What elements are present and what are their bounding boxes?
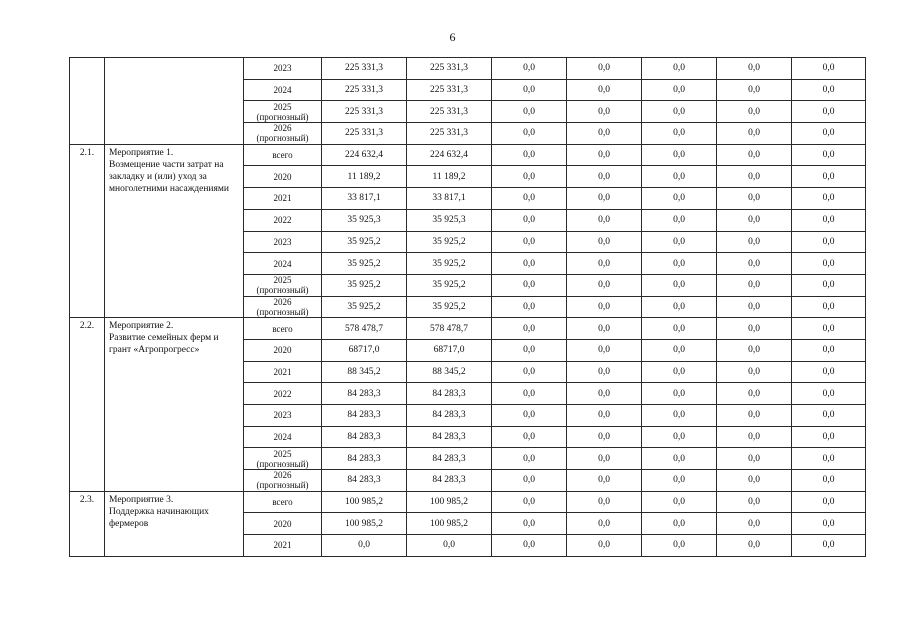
value-cell: 225 331,3 — [407, 123, 492, 145]
value-cell: 0,0 — [492, 405, 567, 427]
year-cell: всего — [244, 144, 322, 166]
value-cell: 0,0 — [567, 491, 642, 513]
value-cell: 0,0 — [567, 296, 642, 318]
value-cell: 0,0 — [492, 188, 567, 210]
value-cell: 0,0 — [567, 188, 642, 210]
value-cell: 84 283,3 — [407, 405, 492, 427]
value-cell: 84 283,3 — [407, 470, 492, 492]
value-cell: 0,0 — [792, 383, 866, 405]
value-cell: 0,0 — [792, 296, 866, 318]
value-cell: 0,0 — [717, 513, 792, 535]
value-cell: 0,0 — [642, 513, 717, 535]
value-cell: 84 283,3 — [322, 383, 407, 405]
value-cell: 0,0 — [792, 144, 866, 166]
measure-name-cell: Мероприятие 1. Возмещение части затрат на закладку и (или) уход за многолетними насаждениями — [105, 144, 244, 318]
value-cell: 0,0 — [492, 426, 567, 448]
table-row — [70, 144, 866, 166]
value-cell: 35 925,3 — [407, 209, 492, 231]
value-cell: 0,0 — [642, 253, 717, 275]
value-cell: 0,0 — [717, 426, 792, 448]
value-cell: 35 925,2 — [407, 274, 492, 296]
value-cell: 0,0 — [492, 101, 567, 123]
value-cell: 0,0 — [717, 209, 792, 231]
value-cell: 225 331,3 — [322, 58, 407, 80]
value-cell: 0,0 — [642, 405, 717, 427]
table-row — [70, 318, 866, 340]
value-cell: 0,0 — [642, 535, 717, 557]
value-cell: 0,0 — [492, 448, 567, 470]
value-cell: 0,0 — [717, 166, 792, 188]
table-row — [70, 58, 866, 80]
value-cell: 0,0 — [717, 123, 792, 145]
value-cell: 0,0 — [492, 58, 567, 80]
value-cell: 0,0 — [792, 426, 866, 448]
value-cell: 0,0 — [492, 318, 567, 340]
value-cell: 0,0 — [567, 405, 642, 427]
measure-number-cell: 2.3. — [70, 491, 105, 556]
value-cell: 0,0 — [567, 318, 642, 340]
value-cell: 0,0 — [792, 405, 866, 427]
value-cell: 225 331,3 — [322, 123, 407, 145]
value-cell: 0,0 — [492, 123, 567, 145]
value-cell: 0,0 — [642, 79, 717, 101]
value-cell: 0,0 — [717, 253, 792, 275]
value-cell: 0,0 — [492, 274, 567, 296]
value-cell: 0,0 — [642, 318, 717, 340]
value-cell: 0,0 — [717, 405, 792, 427]
value-cell: 84 283,3 — [322, 426, 407, 448]
value-cell: 0,0 — [642, 58, 717, 80]
year-cell: 2021 — [244, 535, 322, 557]
value-cell: 0,0 — [567, 361, 642, 383]
value-cell: 0,0 — [567, 79, 642, 101]
value-cell: 0,0 — [567, 383, 642, 405]
value-cell: 0,0 — [567, 209, 642, 231]
value-cell: 0,0 — [792, 361, 866, 383]
value-cell: 0,0 — [792, 101, 866, 123]
value-cell: 0,0 — [492, 383, 567, 405]
value-cell: 88 345,2 — [407, 361, 492, 383]
value-cell: 0,0 — [642, 188, 717, 210]
year-cell: 2023 — [244, 58, 322, 80]
value-cell: 0,0 — [642, 383, 717, 405]
measure-number-cell — [70, 58, 105, 145]
value-cell: 224 632,4 — [407, 144, 492, 166]
value-cell: 0,0 — [642, 491, 717, 513]
value-cell: 35 925,2 — [322, 296, 407, 318]
value-cell: 0,0 — [792, 274, 866, 296]
value-cell: 0,0 — [717, 318, 792, 340]
value-cell: 0,0 — [322, 535, 407, 557]
year-cell: 2026 (прогнозный) — [244, 123, 322, 145]
value-cell: 0,0 — [642, 166, 717, 188]
value-cell: 88 345,2 — [322, 361, 407, 383]
value-cell: 225 331,3 — [322, 101, 407, 123]
value-cell: 33 817,1 — [322, 188, 407, 210]
value-cell: 0,0 — [792, 491, 866, 513]
value-cell: 0,0 — [717, 491, 792, 513]
value-cell: 0,0 — [492, 535, 567, 557]
value-cell: 100 985,2 — [407, 513, 492, 535]
value-cell: 100 985,2 — [322, 491, 407, 513]
measure-name-cell — [105, 58, 244, 145]
value-cell: 0,0 — [492, 513, 567, 535]
value-cell: 0,0 — [567, 166, 642, 188]
value-cell: 0,0 — [792, 209, 866, 231]
value-cell: 0,0 — [642, 448, 717, 470]
value-cell: 0,0 — [567, 231, 642, 253]
year-cell: 2024 — [244, 79, 322, 101]
value-cell: 0,0 — [492, 209, 567, 231]
value-cell: 0,0 — [642, 101, 717, 123]
value-cell: 0,0 — [792, 535, 866, 557]
value-cell: 0,0 — [717, 101, 792, 123]
value-cell: 0,0 — [717, 188, 792, 210]
year-cell: 2020 — [244, 339, 322, 361]
value-cell: 0,0 — [717, 361, 792, 383]
value-cell: 0,0 — [642, 361, 717, 383]
value-cell: 0,0 — [717, 470, 792, 492]
year-cell: 2020 — [244, 166, 322, 188]
value-cell: 0,0 — [492, 361, 567, 383]
year-cell: 2021 — [244, 361, 322, 383]
page-number: 6 — [449, 30, 456, 44]
measure-number-cell: 2.1. — [70, 144, 105, 318]
value-cell: 0,0 — [567, 123, 642, 145]
value-cell: 0,0 — [792, 318, 866, 340]
value-cell: 0,0 — [567, 58, 642, 80]
table-row — [70, 491, 866, 513]
value-cell: 0,0 — [567, 253, 642, 275]
value-cell: 0,0 — [792, 79, 866, 101]
measure-number-cell: 2.2. — [70, 318, 105, 492]
value-cell: 0,0 — [567, 101, 642, 123]
value-cell: 0,0 — [792, 470, 866, 492]
value-cell: 84 283,3 — [322, 405, 407, 427]
year-cell: 2024 — [244, 426, 322, 448]
value-cell: 84 283,3 — [407, 448, 492, 470]
value-cell: 0,0 — [717, 144, 792, 166]
value-cell: 35 925,2 — [407, 253, 492, 275]
value-cell: 0,0 — [567, 274, 642, 296]
value-cell: 0,0 — [792, 123, 866, 145]
value-cell: 0,0 — [567, 426, 642, 448]
value-cell: 0,0 — [567, 513, 642, 535]
value-cell: 0,0 — [492, 166, 567, 188]
value-cell: 0,0 — [642, 470, 717, 492]
value-cell: 0,0 — [492, 144, 567, 166]
value-cell: 35 925,2 — [322, 274, 407, 296]
year-cell: 2025 (прогнозный) — [244, 274, 322, 296]
year-cell: 2025 (прогнозный) — [244, 448, 322, 470]
year-cell: 2020 — [244, 513, 322, 535]
value-cell: 578 478,7 — [322, 318, 407, 340]
value-cell: 224 632,4 — [322, 144, 407, 166]
table-body — [70, 58, 866, 557]
year-cell: 2026 (прогнозный) — [244, 470, 322, 492]
value-cell: 0,0 — [492, 339, 567, 361]
value-cell: 84 283,3 — [322, 448, 407, 470]
value-cell: 35 925,2 — [322, 231, 407, 253]
value-cell: 0,0 — [642, 209, 717, 231]
value-cell: 0,0 — [642, 123, 717, 145]
value-cell: 35 925,3 — [322, 209, 407, 231]
value-cell: 84 283,3 — [322, 470, 407, 492]
value-cell: 68717,0 — [407, 339, 492, 361]
value-cell: 225 331,3 — [407, 58, 492, 80]
value-cell: 33 817,1 — [407, 188, 492, 210]
value-cell: 100 985,2 — [407, 491, 492, 513]
year-cell: всего — [244, 318, 322, 340]
value-cell: 100 985,2 — [322, 513, 407, 535]
value-cell: 0,0 — [717, 383, 792, 405]
value-cell: 0,0 — [792, 166, 866, 188]
measure-name-cell: Мероприятие 2. Развитие семейных ферм и грант «Агропрогресс» — [105, 318, 244, 492]
measure-name-cell: Мероприятие 3. Поддержка начинающих фермеров — [105, 491, 244, 556]
value-cell: 0,0 — [642, 274, 717, 296]
value-cell: 0,0 — [642, 426, 717, 448]
year-cell: 2023 — [244, 405, 322, 427]
value-cell: 0,0 — [567, 535, 642, 557]
value-cell: 0,0 — [792, 448, 866, 470]
year-cell: 2023 — [244, 231, 322, 253]
value-cell: 225 331,3 — [322, 79, 407, 101]
budget-table — [69, 57, 866, 557]
value-cell: 0,0 — [717, 296, 792, 318]
value-cell: 35 925,2 — [322, 253, 407, 275]
year-cell: 2026 (прогнозный) — [244, 296, 322, 318]
value-cell: 0,0 — [492, 491, 567, 513]
value-cell: 0,0 — [567, 144, 642, 166]
value-cell: 11 189,2 — [407, 166, 492, 188]
year-cell: 2021 — [244, 188, 322, 210]
value-cell: 0,0 — [717, 448, 792, 470]
value-cell: 0,0 — [492, 253, 567, 275]
value-cell: 0,0 — [642, 231, 717, 253]
year-cell: всего — [244, 491, 322, 513]
value-cell: 0,0 — [717, 339, 792, 361]
value-cell: 0,0 — [492, 470, 567, 492]
year-cell: 2022 — [244, 383, 322, 405]
year-cell: 2024 — [244, 253, 322, 275]
value-cell: 0,0 — [407, 535, 492, 557]
value-cell: 0,0 — [717, 274, 792, 296]
value-cell: 0,0 — [792, 253, 866, 275]
year-cell: 2022 — [244, 209, 322, 231]
value-cell: 0,0 — [567, 339, 642, 361]
value-cell: 0,0 — [567, 448, 642, 470]
value-cell: 0,0 — [717, 58, 792, 80]
value-cell: 225 331,3 — [407, 79, 492, 101]
value-cell: 0,0 — [717, 79, 792, 101]
value-cell: 578 478,7 — [407, 318, 492, 340]
value-cell: 0,0 — [717, 231, 792, 253]
value-cell: 225 331,3 — [407, 101, 492, 123]
value-cell: 0,0 — [792, 188, 866, 210]
value-cell: 0,0 — [492, 296, 567, 318]
value-cell: 0,0 — [792, 58, 866, 80]
value-cell: 0,0 — [492, 79, 567, 101]
value-cell: 0,0 — [792, 231, 866, 253]
value-cell: 0,0 — [492, 231, 567, 253]
value-cell: 0,0 — [642, 296, 717, 318]
value-cell: 11 189,2 — [322, 166, 407, 188]
value-cell: 0,0 — [717, 535, 792, 557]
value-cell: 84 283,3 — [407, 426, 492, 448]
value-cell: 35 925,2 — [407, 296, 492, 318]
value-cell: 84 283,3 — [407, 383, 492, 405]
value-cell: 0,0 — [642, 339, 717, 361]
value-cell: 68717,0 — [322, 339, 407, 361]
value-cell: 0,0 — [567, 470, 642, 492]
value-cell: 0,0 — [642, 144, 717, 166]
value-cell: 0,0 — [792, 339, 866, 361]
value-cell: 35 925,2 — [407, 231, 492, 253]
year-cell: 2025 (прогнозный) — [244, 101, 322, 123]
value-cell: 0,0 — [792, 513, 866, 535]
